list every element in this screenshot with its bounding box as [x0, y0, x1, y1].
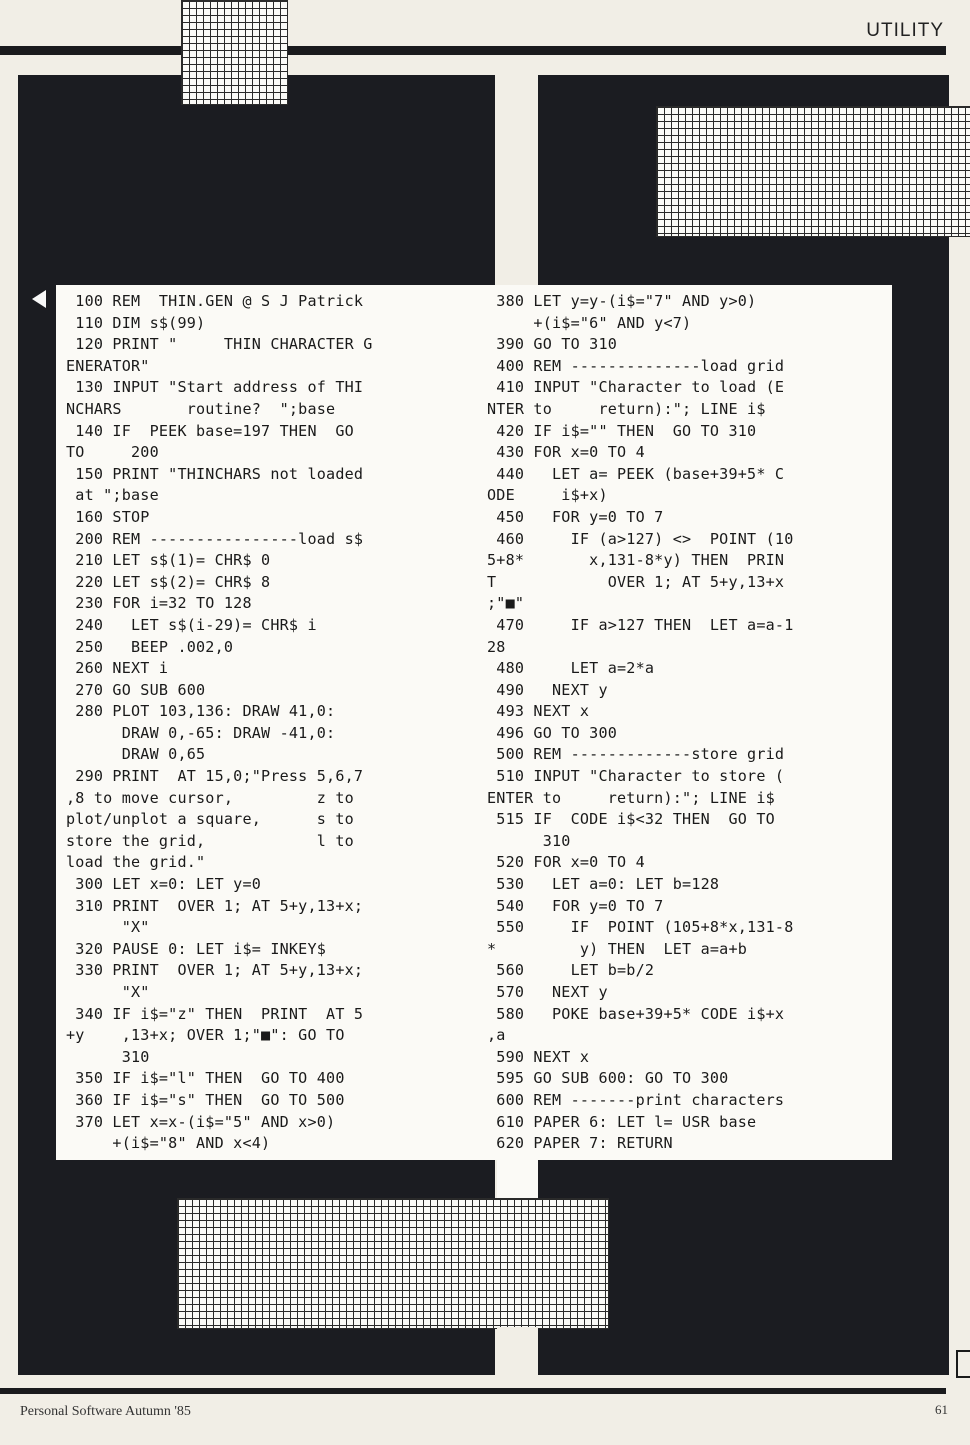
code-listing-card: [56, 285, 892, 1160]
code-line: 520 FOR x=0 TO 4: [487, 853, 645, 872]
code-line: 110 DIM s$(99): [66, 313, 206, 332]
listing-column-right: [487, 291, 793, 1155]
code-line: 620 PAPER 7: RETURN: [487, 1134, 673, 1153]
code-line: 140 IF PEEK base=197 THEN GO: [66, 421, 354, 440]
code-line: 600 REM -------print characters: [487, 1090, 785, 1109]
code-line: 260 NEXT i: [66, 659, 169, 678]
bottom-grid-graphic: [177, 1198, 609, 1329]
code-line: 490 NEXT y: [487, 680, 608, 699]
code-line: "X": [66, 918, 150, 937]
code-line: 28: [487, 637, 506, 656]
code-line: load the grid.": [66, 853, 206, 872]
code-line: 300 LET x=0: LET y=0: [66, 875, 262, 894]
code-line: 390 GO TO 310: [487, 335, 618, 354]
code-line: 496 GO TO 300: [487, 723, 618, 742]
code-line: 100 REM THIN.GEN @ S J Patrick: [66, 292, 364, 310]
code-line: 310: [487, 831, 571, 850]
code-line: 580 POKE base+39+5* CODE i$+x: [487, 1004, 785, 1023]
code-line: 440 LET a= PEEK (base+39+5* C: [487, 464, 785, 483]
code-line: 540 FOR y=0 TO 7: [487, 896, 664, 915]
code-line: 500 REM -------------store grid: [487, 745, 785, 764]
code-line: 340 IF i$="z" THEN PRINT AT 5: [66, 1004, 364, 1023]
code-line: plot/unplot a square, s to: [66, 810, 354, 829]
code-line: 550 IF POINT (105+8*x,131-8: [487, 918, 794, 937]
code-line: 510 INPUT "Character to store (: [487, 767, 785, 786]
code-line: 280 PLOT 103,136: DRAW 41,0:: [66, 702, 336, 721]
code-line: at ";base: [66, 486, 159, 505]
code-line: 560 LET b=b/2: [487, 961, 655, 980]
code-line: 595 GO SUB 600: GO TO 300: [487, 1069, 729, 1088]
listing-column-left: [66, 291, 372, 1155]
code-line: "X": [66, 983, 150, 1001]
code-line: 350 IF i$="l" THEN GO TO 400: [66, 1069, 345, 1088]
page-number: 61: [935, 1402, 948, 1417]
code-line: T OVER 1; AT 5+y,13+x: [487, 572, 785, 591]
code-line: 515 IF CODE i$<32 THEN GO TO: [487, 810, 775, 829]
code-line: 330 PRINT OVER 1; AT 5+y,13+x;: [66, 961, 364, 980]
code-line: 310 PRINT OVER 1; AT 5+y,13+x;: [66, 896, 364, 915]
code-line: 150 PRINT "THINCHARS not loaded: [66, 464, 364, 483]
code-line: ,a: [487, 1026, 506, 1045]
code-line: 380 LET y=y-(i$="7" AND y>0): [487, 292, 757, 310]
code-line: 220 LET s$(2)= CHR$ 8: [66, 572, 271, 591]
code-line: 493 NEXT x: [487, 702, 590, 721]
code-line: 430 FOR x=0 TO 4: [487, 443, 645, 462]
bottom-connector: [497, 1160, 538, 1198]
section-label: UTILITY: [866, 20, 944, 41]
code-line: ENERATOR": [66, 356, 150, 375]
code-line: ,8 to move cursor, z to: [66, 788, 354, 807]
edge-mark: [956, 1350, 970, 1378]
code-line: ;"■": [487, 594, 525, 613]
code-line: 610 PAPER 6: LET l= USR base: [487, 1112, 757, 1131]
code-line: 590 NEXT x: [487, 1047, 590, 1066]
code-line: 210 LET s$(1)= CHR$ 0: [66, 551, 271, 570]
code-line: 570 NEXT y: [487, 983, 608, 1001]
code-line: 400 REM --------------load grid: [487, 356, 785, 375]
code-line: 120 PRINT " THIN CHARACTER G: [66, 335, 373, 354]
right-grid-graphic: [656, 106, 970, 237]
code-line: DRAW 0,65: [66, 745, 206, 764]
code-line: NCHARS routine? ";base: [66, 399, 336, 418]
code-line: 370 LET x=x-(i$="5" AND x>0): [66, 1112, 336, 1131]
code-line: ODE i$+x): [487, 486, 608, 505]
code-line: TO 200: [66, 443, 159, 462]
code-line: 240 LET s$(i-29)= CHR$ i: [66, 615, 317, 634]
code-line: 420 IF i$="" THEN GO TO 310: [487, 421, 757, 440]
code-line: +(i$="8" AND x<4): [66, 1134, 271, 1153]
code-line: 5+8* x,131-8*y) THEN PRIN: [487, 551, 785, 570]
pointer-arrow-icon: [32, 290, 46, 308]
code-line: store the grid, l to: [66, 831, 354, 850]
code-line: 160 STOP: [66, 507, 150, 526]
code-line: 530 LET a=0: LET b=128: [487, 875, 720, 894]
code-line: 270 GO SUB 600: [66, 680, 206, 699]
code-line: DRAW 0,-65: DRAW -41,0:: [66, 723, 336, 742]
code-line: 130 INPUT "Start address of THI: [66, 378, 364, 397]
code-line: ENTER to return):"; LINE i$: [487, 788, 775, 807]
code-line: 290 PRINT AT 15,0;"Press 5,6,7: [66, 767, 364, 786]
code-line: 470 IF a>127 THEN LET a=a-1: [487, 615, 794, 634]
code-line: 410 INPUT "Character to load (E: [487, 378, 785, 397]
code-line: 200 REM ----------------load s$: [66, 529, 364, 548]
code-line: +(i$="6" AND y<7): [487, 313, 692, 332]
code-line: +y ,13+x; OVER 1;"■": GO TO: [66, 1026, 345, 1045]
code-line: 480 LET a=2*a: [487, 659, 655, 678]
code-line: 310: [66, 1047, 150, 1066]
top-grid-graphic: [181, 0, 288, 105]
bottom-rule: [0, 1388, 946, 1394]
code-line: 460 IF (a>127) <> POINT (10: [487, 529, 794, 548]
code-line: 250 BEEP .002,0: [66, 637, 234, 656]
code-line: 450 FOR y=0 TO 7: [487, 507, 664, 526]
code-line: 360 IF i$="s" THEN GO TO 500: [66, 1090, 345, 1109]
bottom-gap: [497, 1327, 538, 1375]
top-rule: [0, 46, 946, 55]
code-line: 230 FOR i=32 TO 128: [66, 594, 252, 613]
publication-credit: Personal Software Autumn '85: [20, 1404, 191, 1419]
code-line: 320 PAUSE 0: LET i$= INKEY$: [66, 939, 327, 958]
code-line: NTER to return):"; LINE i$: [487, 399, 766, 418]
code-line: * y) THEN LET a=a+b: [487, 939, 748, 958]
